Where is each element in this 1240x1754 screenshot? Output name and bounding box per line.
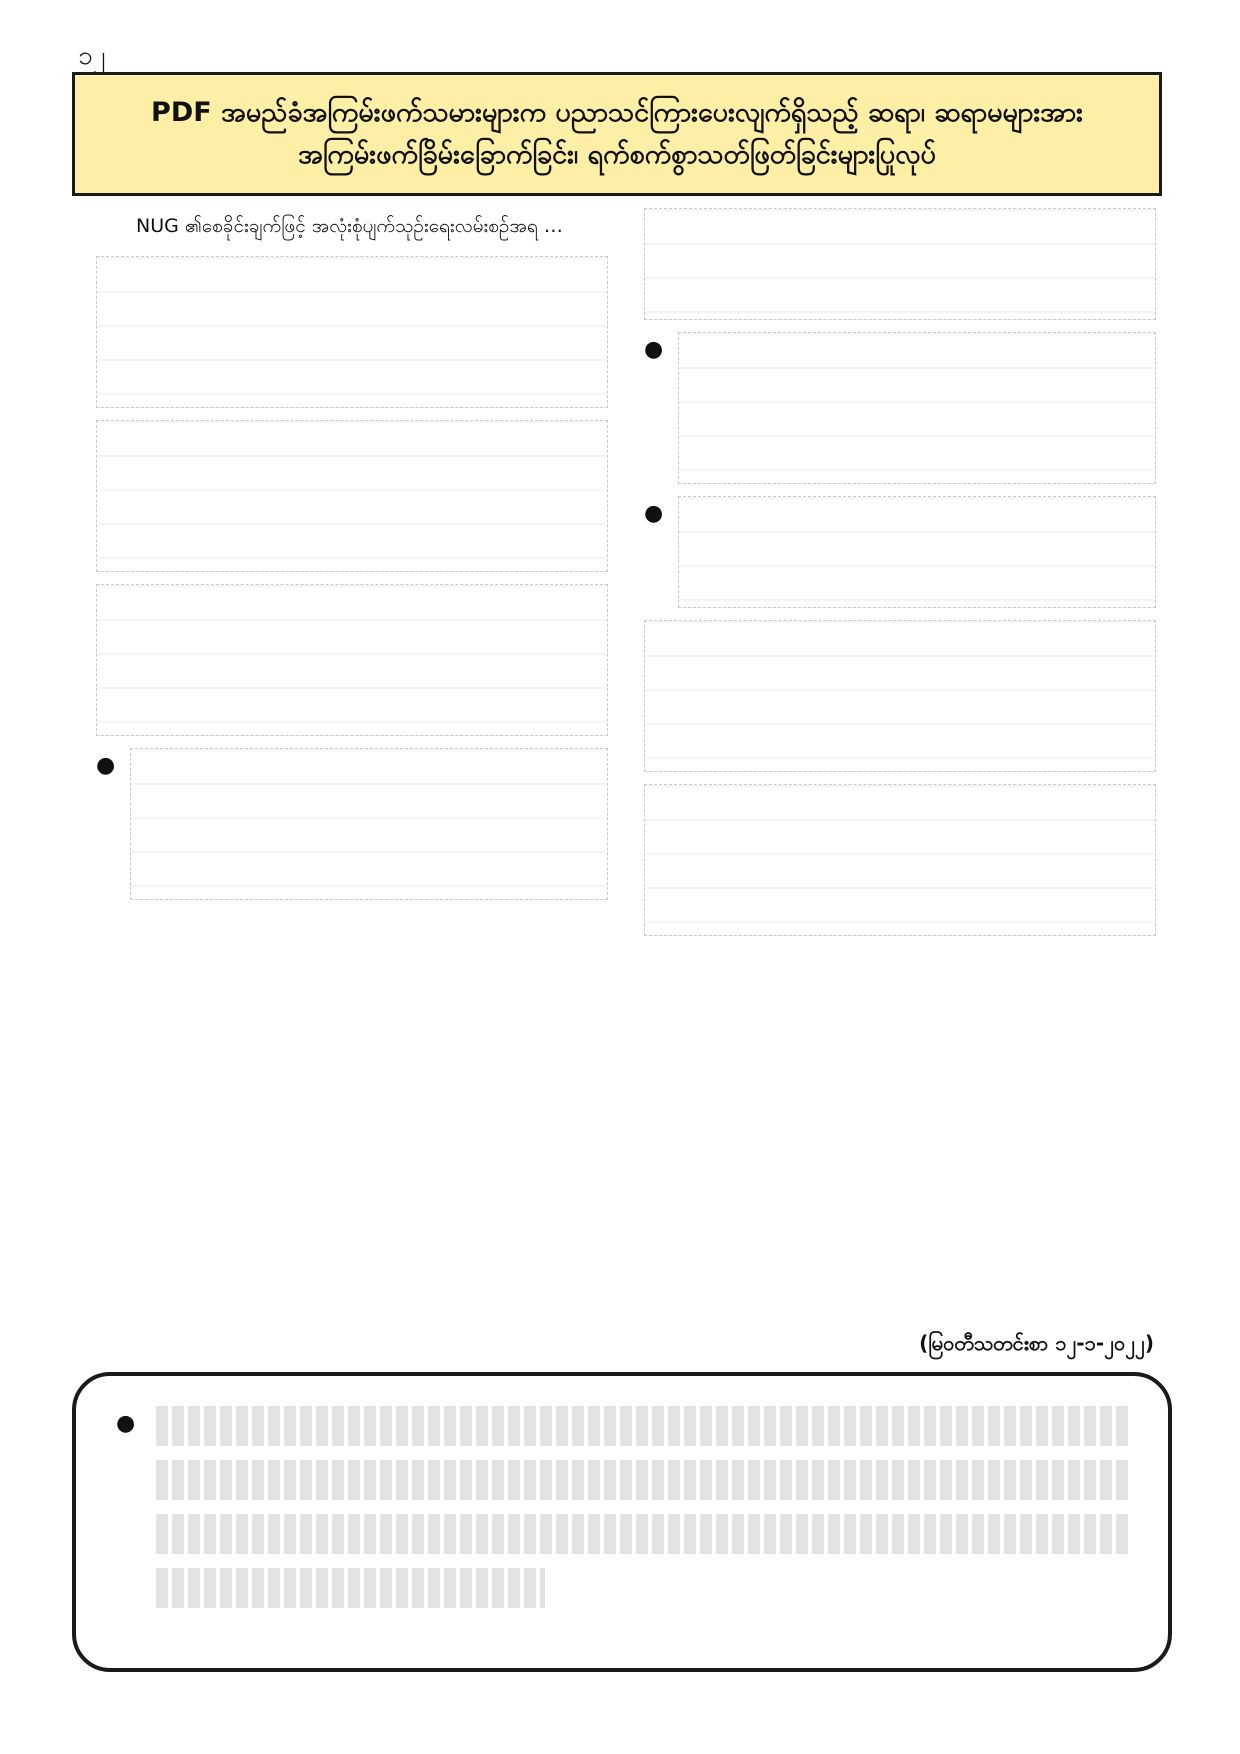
paragraph-placeholder [130,748,608,900]
summary-placeholder [156,1406,1128,1644]
bullet-icon: ● [116,1411,136,1436]
paragraph-placeholder [96,420,608,572]
paragraph-placeholder [644,208,1156,320]
bullet-item [644,496,1156,608]
bullet-icon: ● [96,753,116,779]
summary-line-placeholder [156,1568,545,1608]
opening-excerpt: NUG ၏စေခိုင်းချက်ဖြင့် အလုံးစုံပျက်သုဉ်းရေးလမ်းစဉ်အရ … [136,215,563,237]
bullet-item [96,748,608,900]
paragraph-placeholder [644,784,1156,936]
article-column-left [96,208,608,1328]
bullet-icon: ● [644,337,664,362]
summary-line-placeholder [156,1460,1128,1500]
article-columns [96,208,1156,1328]
paragraph-placeholder [96,584,608,736]
summary-line-placeholder [156,1406,1128,1446]
bullet-item [644,332,1156,484]
headline-line-2: အကြမ်းဖက်ခြိမ်းခြောက်ခြင်း၊ ရက်စက်စွာသတ်ဖြတ်ခြင်းများပြုလုပ် [298,139,936,170]
paragraph-placeholder [96,256,608,408]
summary-line-placeholder [156,1514,1128,1554]
paragraph-placeholder [644,620,1156,772]
bullet-icon: ● [644,501,664,526]
page-number: ၁၂ [78,41,106,71]
article-column-right [644,208,1156,1328]
source-line: (မြဝတီသတင်းစာ ၁၂-၁-၂၀၂၂) [919,1331,1154,1355]
headline-line-1: PDF အမည်ခံအကြမ်းဖက်သမားများက ပညာသင်ကြားပေးလျက်ရှိသည့် ဆရာ၊ ဆရာမများအား [151,97,1083,129]
paragraph-placeholder [678,496,1156,608]
paragraph-placeholder [678,332,1156,484]
headline-box [72,72,1162,196]
summary-box [72,1372,1172,1672]
headline [151,92,1083,176]
